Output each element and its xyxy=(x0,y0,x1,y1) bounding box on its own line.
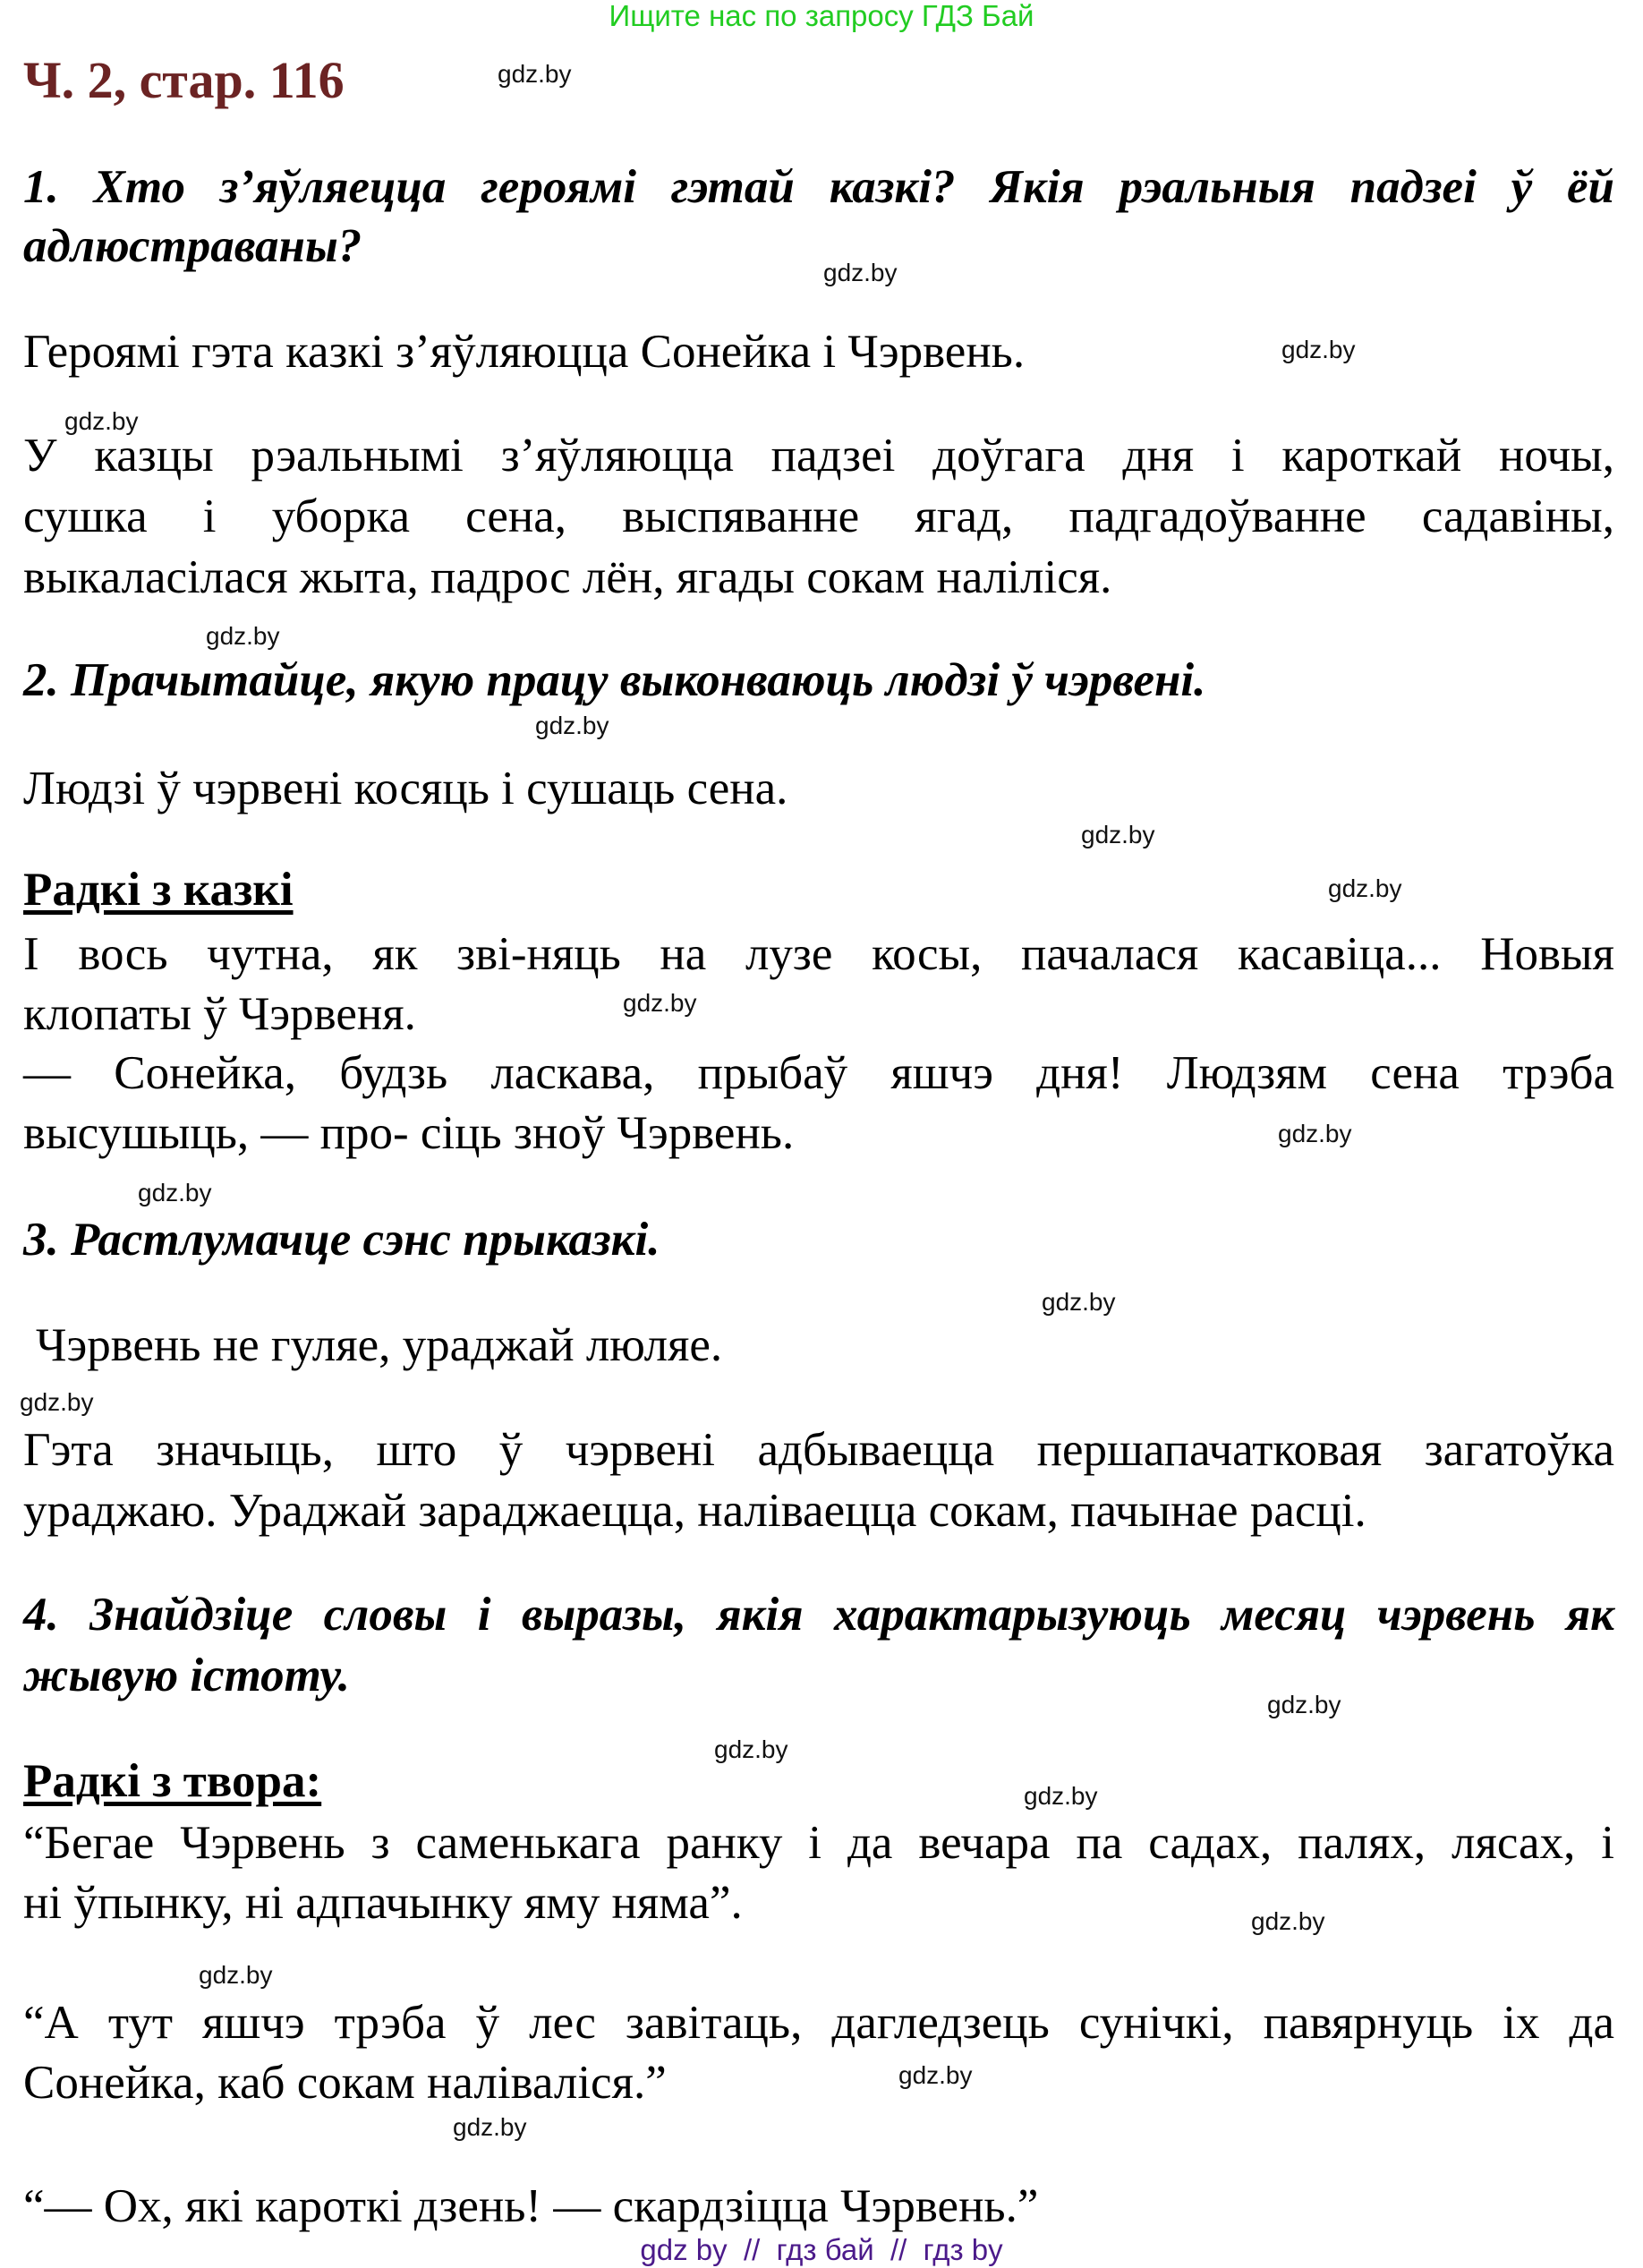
watermark: gdz.by xyxy=(898,2061,973,2089)
quote-1-line-2: ні ўпынку, ні адпачынку яму няма”. xyxy=(23,1877,743,1929)
subheading-lines-from-work: Радкі з твора: xyxy=(23,1755,322,1807)
watermark: gdz.by xyxy=(1267,1691,1341,1718)
question-2: 2. Прачытайце, якую працу выконваюць людзі ў чэрвені. xyxy=(23,654,1206,706)
watermark: gdz.by xyxy=(535,712,609,739)
watermark: gdz.by xyxy=(1081,821,1155,848)
answer-3-line-2: ураджаю. Ураджай зараджаецца, наліваецца сокам, пачынае расці. xyxy=(23,1485,1366,1537)
answer-2: Людзі ў чэрвені косяць і сушаць сена. xyxy=(23,763,788,814)
question-1-line-2: адлюстраваны? xyxy=(23,220,362,272)
watermark: gdz.by xyxy=(20,1388,94,1416)
quote-2-line-2: Сонейка, каб сокам наліваліся.” xyxy=(23,2057,667,2109)
subheading-lines-from-tale: Радкі з казкі xyxy=(23,864,294,916)
watermark: gdz.by xyxy=(199,1961,273,1989)
answer-3-line-1: Гэта значыць, што ў чэрвені адбываецца першапачатковая загатоўка xyxy=(23,1424,1614,1476)
answer-1-events-line-1: У казцы рэальнымі з’яўляюцца падзеі доўгага дня і кароткай ночы, xyxy=(23,430,1614,482)
proverb: Чэрвень не гуляе, ураджай люляе. xyxy=(36,1319,723,1371)
watermark: gdz.by xyxy=(1024,1782,1098,1810)
watermark: gdz.by xyxy=(453,2113,527,2141)
watermark: gdz.by xyxy=(64,407,139,435)
watermark: gdz.by xyxy=(714,1735,788,1763)
quote-3: “— Ох, які кароткі дзень! — скардзіцца Чэрвень.” xyxy=(23,2180,1039,2232)
answer-1-heroes: Героямі гэта казкі з’яўляюцца Сонейка і Чэрвень. xyxy=(23,326,1026,378)
watermark: gdz.by xyxy=(623,989,697,1017)
tale-line-3: — Сонейка, будзь ласкава, прыбаў яшчэ дня! Людзям сена трэба xyxy=(23,1047,1614,1099)
answer-1-events-line-3: выкаласілася жыта, падрос лён, ягады сокам наліліся. xyxy=(23,551,1112,603)
watermark: gdz.by xyxy=(498,60,572,88)
question-3: 3. Растлумачце сэнс прыказкі. xyxy=(23,1214,660,1266)
tale-line-2: клопаты ў Чэрвеня. xyxy=(23,988,416,1040)
quote-1-line-1: “Бегае Чэрвень з саменькага ранку і да вечара па садах, палях, лясах, і xyxy=(23,1817,1614,1869)
question-4-line-1: 4. Знайдзіце словы і выразы, якія характарызуюць месяц чэрвень як xyxy=(23,1589,1614,1641)
watermark: gdz.by xyxy=(138,1179,212,1206)
tale-line-4: высушыць, — про- сіць зноў Чэрвень. xyxy=(23,1107,795,1159)
watermark: gdz.by xyxy=(206,622,280,650)
watermark: gdz.by xyxy=(1251,1907,1325,1935)
footer-watermark: gdz by // гдз бай // гдз by xyxy=(640,2233,1003,2266)
question-4-line-2: жывую істоту. xyxy=(23,1650,350,1701)
watermark: gdz.by xyxy=(1328,874,1402,902)
watermark: gdz.by xyxy=(1042,1288,1116,1316)
watermark: gdz.by xyxy=(1278,1120,1352,1147)
page-title: Ч. 2, стар. 116 xyxy=(23,51,345,109)
quote-2-line-1: “А тут яшчэ трэба ў лес завітаць, дагледзець сунічкі, павярнуць іх да xyxy=(23,1997,1614,2049)
answer-1-events-line-2: сушка і уборка сена, выспяванне ягад, падгадоўванне садавіны, xyxy=(23,490,1614,542)
tale-line-1: І вось чутна, як зві-няць на лузе косы, пачалася касавіца... Новыя xyxy=(23,928,1614,980)
search-banner: Ищите нас по запросу ГДЗ Бай xyxy=(609,0,1034,32)
question-1-line-1: 1. Хто з’яўляецца героямі гэтай казкі? Якія рэальныя падзеі ў ёй xyxy=(23,161,1614,213)
watermark: gdz.by xyxy=(823,259,898,286)
watermark: gdz.by xyxy=(1281,336,1356,363)
